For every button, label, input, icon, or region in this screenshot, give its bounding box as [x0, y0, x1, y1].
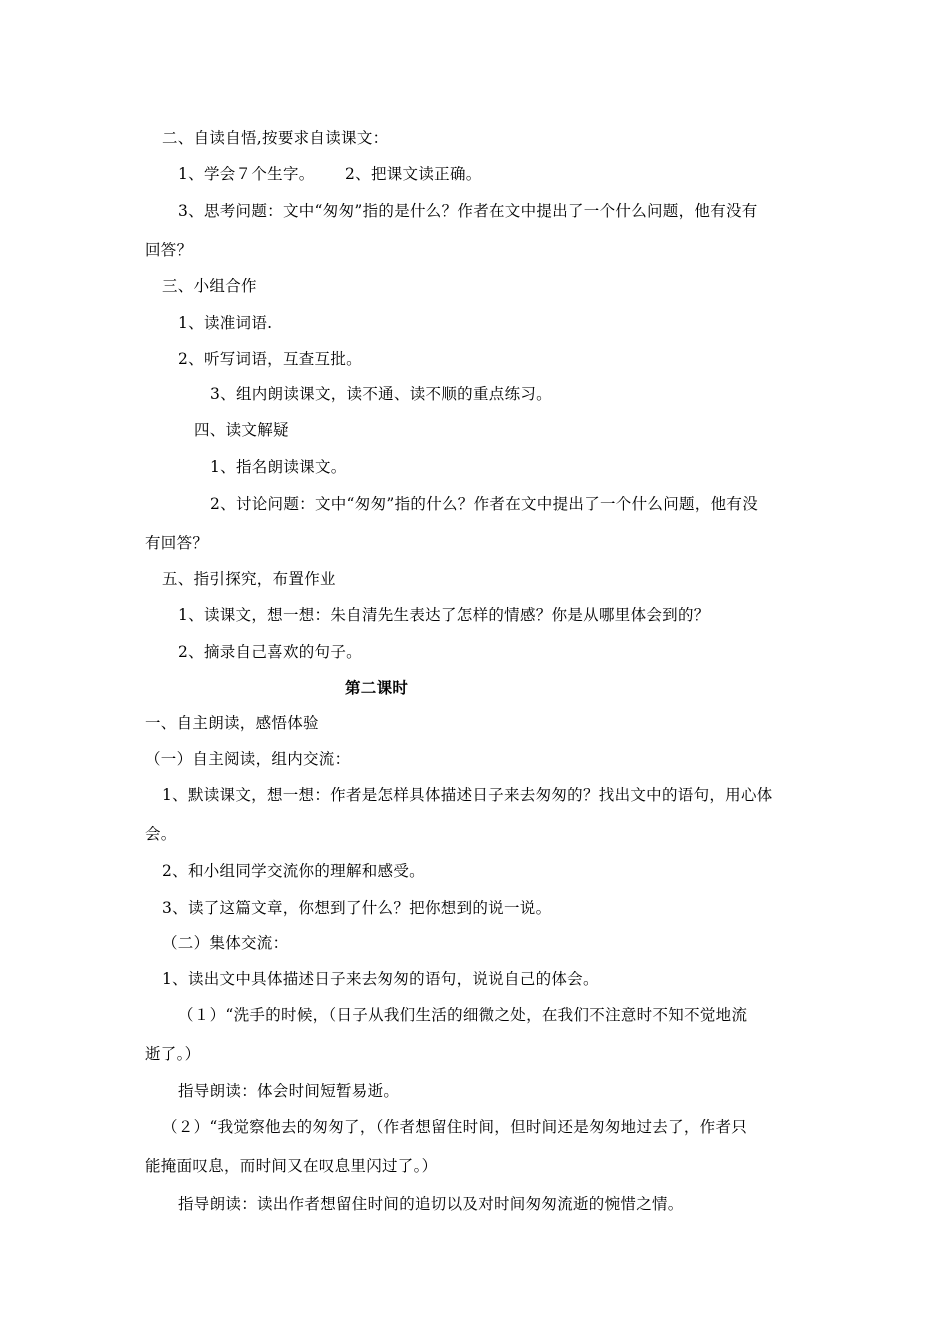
text-line: 2、把课文读正确。 — [345, 165, 482, 183]
text-line: 逝了。） — [145, 1045, 201, 1063]
text-line: 1、指名朗读课文。 — [210, 458, 347, 476]
text-line: 会。 — [145, 825, 177, 843]
text-line: 回答？ — [145, 241, 193, 259]
text-line: 指导朗读：体会时间短暂易逝。 — [178, 1082, 400, 1100]
subheading-group-exchange: （一）自主阅读，组内交流： — [145, 750, 351, 768]
subheading-class-exchange: （二）集体交流： — [162, 934, 289, 952]
heading-group-work: 三、小组合作 — [162, 277, 257, 295]
text-line: 1、默读课文，想一想：作者是怎样具体描述日子来去匆匆的？找出文中的语句，用心体 — [162, 786, 773, 804]
text-line: 有回答？ — [145, 534, 209, 552]
text-line: 2、讨论问题：文中“匆匆”指的什么？作者在文中提出了一个什么问题，他有没 — [210, 495, 759, 513]
text-line: 能掩面叹息，而时间又在叹息里闪过了。） — [145, 1157, 438, 1175]
heading-self-reading-experience: 一、自主朗读，感悟体验 — [145, 714, 319, 732]
text-line: 3、思考问题：文中“匆匆”指的是什么？作者在文中提出了一个什么问题，他有没有 — [178, 202, 758, 220]
heading-self-reading: 二、自读自悟,按要求自读课文： — [162, 129, 389, 147]
text-line: 1、学会７个生字。 — [178, 165, 315, 183]
text-line: 2、摘录自己喜欢的句子。 — [178, 643, 362, 661]
text-line: （１）“洗手的时候，（日子从我们生活的细微之处，在我们不注意时不知不觉地流 — [178, 1006, 748, 1024]
text-line: 1、读准词语. — [178, 314, 273, 332]
section-title-second-lesson: 第二课时 — [345, 679, 409, 697]
text-line: 3、读了这篇文章，你想到了什么？把你想到的说一说。 — [162, 899, 552, 917]
heading-explore-homework: 五、指引探究，布置作业 — [162, 570, 336, 588]
text-line: 指导朗读：读出作者想留住时间的追切以及对时间匆匆流逝的惋惜之情。 — [178, 1195, 684, 1213]
text-line: （２）“我觉察他去的匆匆了，（作者想留住时间，但时间还是匆匆地过去了，作者只 — [162, 1118, 748, 1136]
text-line: 1、读出文中具体描述日子来去匆匆的语句，说说自己的体会。 — [162, 970, 599, 988]
text-line: 2、听写词语，互查互批。 — [178, 350, 362, 368]
heading-read-explain: 四、读文解疑 — [194, 421, 289, 439]
text-line: 2、和小组同学交流你的理解和感受。 — [162, 862, 425, 880]
text-line: 1、读课文，想一想：朱自清先生表达了怎样的情感？你是从哪里体会到的？ — [178, 606, 710, 624]
text-line: 3、组内朗读课文，读不通、读不顺的重点练习。 — [210, 385, 552, 403]
